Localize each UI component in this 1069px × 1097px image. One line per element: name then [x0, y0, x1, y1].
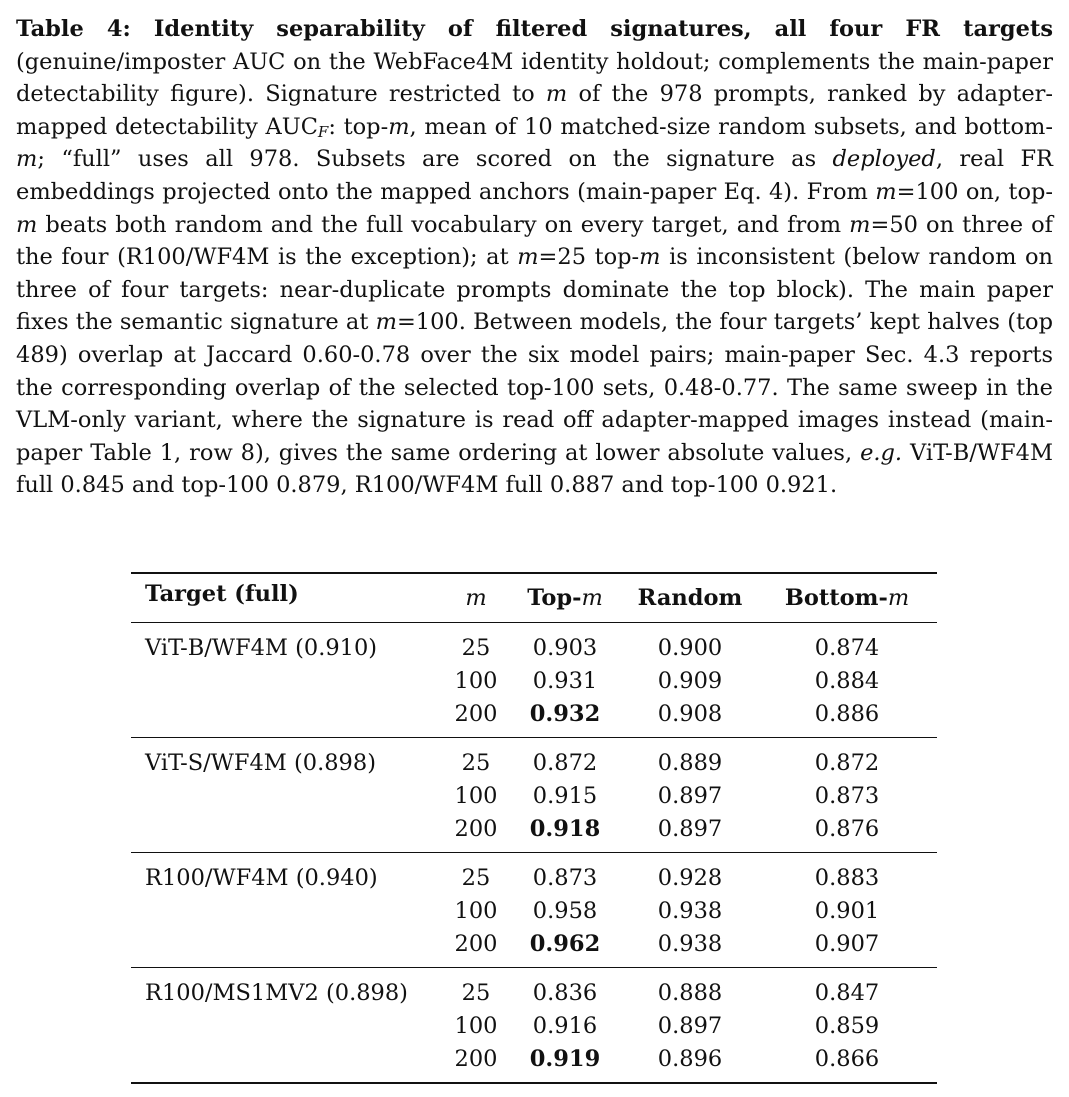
caption-title: Identity separability of filtered signatures, all four FR targets	[153, 16, 1053, 42]
target-cell: ViT-B/WF4M (0.910)	[145, 635, 378, 661]
caption-math: m	[388, 113, 410, 140]
table-group-vit-b-wf4m	[131, 623, 937, 738]
top-m-cell: 0.931	[532, 668, 598, 694]
random-cell: 0.938	[657, 931, 723, 957]
caption-math: m	[16, 146, 38, 173]
header-random: Random	[637, 585, 743, 611]
random-cell: 0.909	[657, 668, 723, 694]
m-cell: 200	[454, 931, 498, 957]
caption-math: F	[317, 122, 329, 141]
random-cell: 0.928	[657, 865, 723, 891]
results-table	[131, 572, 937, 1084]
random-cell: 0.896	[657, 1046, 723, 1072]
m-cell: 100	[454, 783, 498, 809]
table-row	[131, 738, 937, 781]
caption-emphasis: e.g.	[860, 439, 903, 466]
caption-math: m	[375, 309, 397, 336]
m-cell: 25	[461, 865, 491, 891]
top-m-cell-best: 0.932	[529, 701, 601, 727]
m-cell: 100	[454, 898, 498, 924]
header-m-var: m	[465, 585, 487, 611]
random-cell: 0.888	[657, 980, 723, 1006]
random-cell: 0.897	[657, 783, 723, 809]
header-bottom-m	[757, 573, 937, 623]
top-m-cell: 0.873	[532, 865, 598, 891]
header-target: Target (full)	[145, 581, 299, 607]
top-m-cell: 0.872	[532, 750, 598, 776]
caption-text: , real FR embeddings projected onto the mapped anchors (main-paper Eq. 4). From	[16, 146, 1053, 205]
header-bottom-var: m	[887, 585, 910, 611]
header-top-var: m	[581, 585, 603, 611]
bottom-m-cell: 0.872	[814, 750, 880, 776]
header-top-prefix: Top-	[527, 585, 582, 611]
top-m-cell-best: 0.962	[529, 931, 601, 957]
random-cell: 0.889	[657, 750, 723, 776]
caption-text: , mean of 10 matched-size random subsets, and bottom-	[409, 113, 1053, 140]
bottom-m-cell: 0.847	[814, 980, 880, 1006]
header-m	[445, 573, 507, 623]
target-cell: R100/WF4M (0.940)	[145, 865, 378, 891]
table-row	[131, 853, 937, 896]
top-m-cell: 0.958	[532, 898, 598, 924]
table-row	[131, 968, 937, 1011]
top-m-cell: 0.915	[532, 783, 598, 809]
caption-math: m	[849, 211, 871, 238]
caption-math: m	[517, 244, 539, 271]
m-cell: 25	[461, 980, 491, 1006]
caption-math: m	[16, 211, 38, 238]
bottom-m-cell: 0.866	[814, 1046, 880, 1072]
m-cell: 25	[461, 635, 491, 661]
caption-text: =50 on three of the four (R100/WF4M is the exception); at	[16, 211, 1053, 271]
top-m-cell: 0.836	[532, 980, 598, 1006]
table-row	[131, 623, 937, 666]
top-m-cell: 0.903	[532, 635, 598, 661]
target-cell: ViT-S/WF4M (0.898)	[145, 750, 376, 776]
bottom-m-cell: 0.884	[814, 668, 880, 694]
caption-label: Table 4:	[16, 16, 131, 42]
bottom-m-cell: 0.859	[814, 1013, 880, 1039]
bottom-m-cell: 0.873	[814, 783, 880, 809]
bottom-m-cell: 0.901	[814, 898, 880, 924]
random-cell: 0.900	[657, 635, 723, 661]
random-cell: 0.897	[657, 1013, 723, 1039]
bottom-m-cell: 0.874	[814, 635, 880, 661]
bottom-m-cell: 0.907	[814, 931, 880, 957]
header-bottom-prefix: Bottom-	[784, 585, 888, 611]
bottom-m-cell: 0.886	[814, 701, 880, 727]
caption-text: =100 on, top-	[896, 178, 1053, 205]
top-m-cell-best: 0.919	[529, 1046, 601, 1072]
table-group-vit-s-wf4m	[131, 738, 937, 853]
m-cell: 200	[454, 816, 498, 842]
caption-text: is inconsistent (below random on three of four targets: near-duplicate prompts dominate the top block). The main paper fixes the semantic signature at	[16, 244, 1054, 336]
table-header-row	[131, 573, 937, 623]
random-cell: 0.938	[657, 898, 723, 924]
caption-text: ViT-B/WF4M full 0.845 and top-100 0.879, R100/WF4M full 0.887 and top-100 0.921.	[16, 439, 1053, 499]
caption-text: =100. Between models, the four targets’ kept halves (top 489) overlap at Jaccard 0.60-0.78 over the six model pairs; main-paper Sec. 4.3 reports the corresponding overlap of the selected top-100 sets, 0.48-0.77. The same sweep in the VLM-only variant, where the signature is read off adapter-mapped images instead (main-paper Table 1, row 8), gives the same ordering at lower absolute values,	[16, 309, 1053, 466]
caption-emphasis: deployed	[832, 146, 936, 173]
caption-text: ; “full” uses all 978. Subsets are scored on the signature as	[37, 146, 833, 173]
top-m-cell-best: 0.918	[529, 816, 601, 842]
table-caption	[16, 13, 1053, 502]
caption-math: m	[639, 244, 661, 271]
random-cell: 0.908	[657, 701, 723, 727]
m-cell: 200	[454, 1046, 498, 1072]
caption-text: =25 top-	[538, 244, 640, 271]
random-cell: 0.897	[657, 816, 723, 842]
bottom-m-cell: 0.883	[814, 865, 880, 891]
m-cell: 100	[454, 1013, 498, 1039]
header-top-m	[507, 573, 623, 623]
results-table-container	[131, 572, 937, 1084]
m-cell: 100	[454, 668, 498, 694]
caption-math: m	[545, 81, 568, 108]
caption-math: m	[875, 178, 897, 205]
m-cell: 25	[461, 750, 491, 776]
caption-text: beats both random and the full vocabulary on every target, and from	[37, 211, 850, 238]
table-group-r100-wf4m	[131, 853, 937, 968]
caption-text: (genuine/imposter AUC on the WebFace4M identity holdout; complements the main-paper detectability figure). Signature restricted to	[16, 48, 1053, 108]
top-m-cell: 0.916	[532, 1013, 598, 1039]
target-cell: R100/MS1MV2 (0.898)	[145, 980, 408, 1006]
m-cell: 200	[454, 701, 498, 727]
bottom-m-cell: 0.876	[814, 816, 880, 842]
caption-text: : top-	[328, 113, 389, 140]
caption-text: of the 978 prompts, ranked by adapter-mapped detectability AUC	[16, 81, 1053, 140]
table-group-r100-ms1mv2	[131, 968, 937, 1084]
